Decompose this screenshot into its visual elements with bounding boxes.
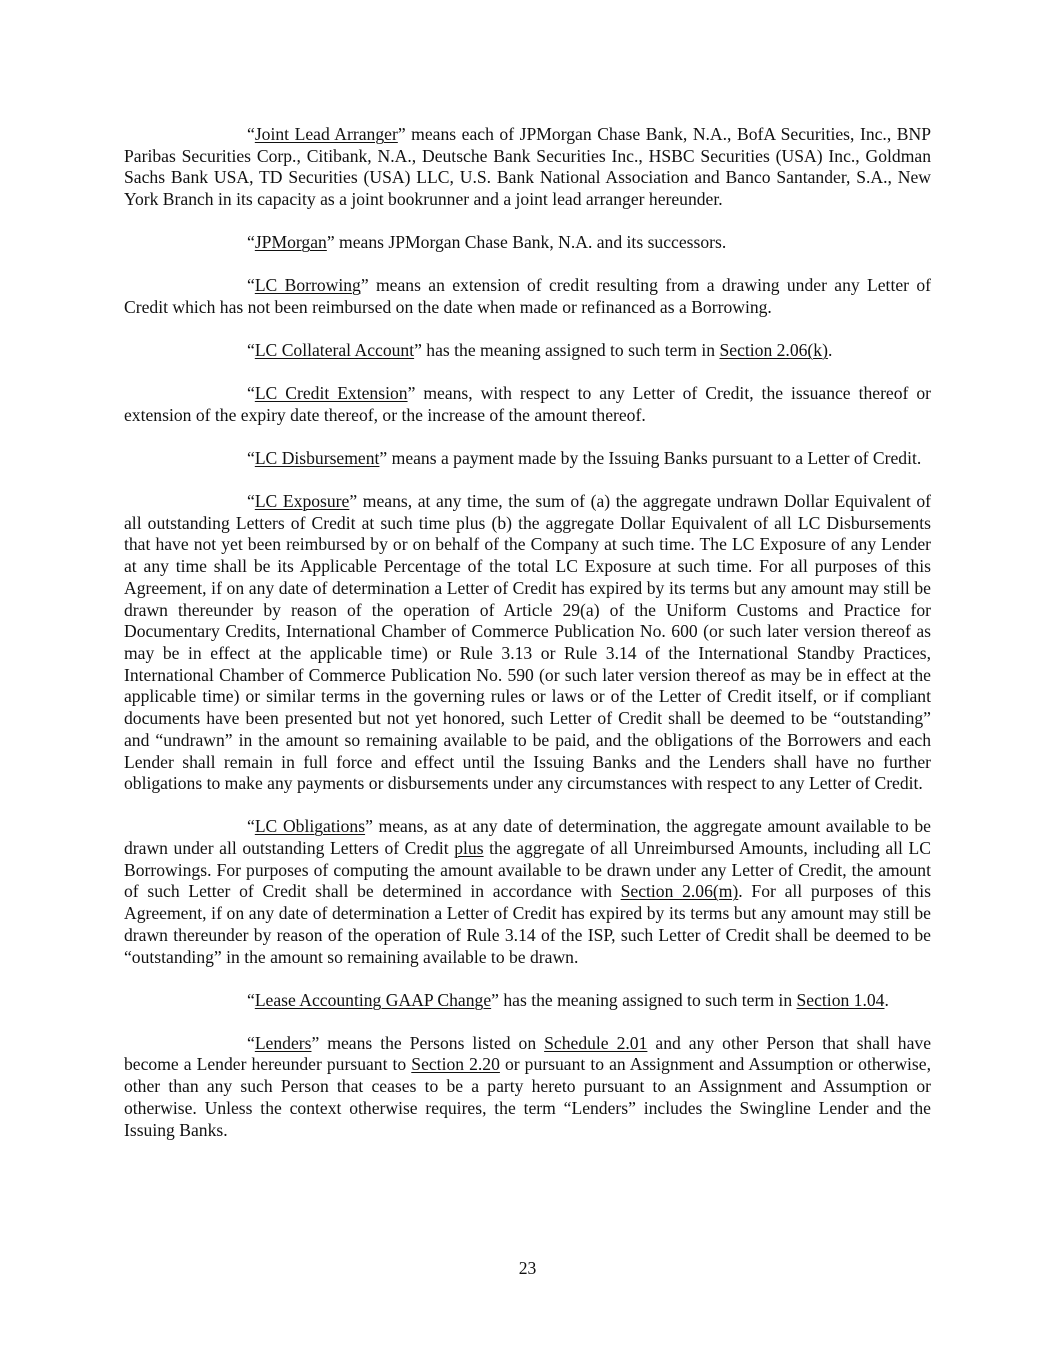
definition-lc-exposure: “LC Exposure” means, at any time, the sum of (a) the aggregate undrawn Dollar Equivalent of all outstanding Letters of Credit at such time plus (b) the aggregate Dollar Equivalent of all LC Disbursements that have not yet been reimbursed by or on behalf of the Company at such time. The LC Exposure of any Lender at any time shall be its Applicable Percentage of the total LC Exposure at such time. For all purposes of this Agreement, if on any date of determination a Letter of Credit has expired by its terms but any amount may still be drawn thereunder by reason of the operation of Article 29(a) of the Uniform Customs and Practice for Documentary Credits, International Chamber of Commerce Publication No. 600 (or such later version thereof as may be in effect at the applicable time) or Rule 3.13 or Rule 3.14 of the International Standby Practices, International Chamber of Commerce Publication No. 590 (or such later version thereof as may be in effect at the applicable time) or similar terms in the governing rules or laws or of the Letter of Credit itself, or if compliant documents have been presented but not yet honored, such Letter of Credit shall be deemed to be “outstanding” and “undrawn” in the amount so remaining available to be paid, and the obligations of the Borrowers and each Lender shall remain in full force and effect until the Issuing Banks and the Lenders shall have no further obligations to make any payments or disbursements under any circumstances with respect to any Letter of Credit. [124,491,931,794]
page-number: 23 [518,1258,537,1278]
schedule-reference: Schedule 2.01 [544,1032,648,1053]
section-reference: Section 1.04 [796,989,885,1010]
defined-term: LC Credit Extension [254,383,408,404]
section-reference: Section 2.06(k) [719,340,828,361]
defined-term: Lenders [254,1032,312,1053]
definition-lc-collateral-account: “LC Collateral Account” has the meaning assigned to such term in Section 2.06(k). [247,340,833,361]
defined-term: LC Borrowing [254,275,361,296]
document-body [124,124,931,1141]
definition-lc-credit-extension: “LC Credit Extension” means, with respect to any Letter of Credit, the issuance thereof or extension of the expiry date thereof, or the increase of the amount thereof. [124,383,932,425]
defined-term: LC Obligations [254,816,366,837]
definition-lease-accounting-gaap-change: “Lease Accounting GAAP Change” has the meaning assigned to such term in Section 1.04. [247,989,889,1010]
definition-joint-lead-arranger: “Joint Lead Arranger” means each of JPMorgan Chase Bank, N.A., BofA Securities, Inc., BNP Paribas Securities Corp., Citibank, N.A., Deutsche Bank Securities Inc., HSBC Securities (USA) Inc., Goldman Sachs Bank USA, TD Securities (USA) LLC, U.S. Bank National Association and Banco Santander, S.A., New York Branch in its capacity as a joint bookrunner and a joint lead arranger hereunder. [124,124,932,210]
defined-term: Lease Accounting GAAP Change [254,989,492,1010]
defined-term: LC Collateral Account [254,340,415,361]
emphasis-plus: plus [454,838,484,859]
definition-lc-disbursement: “LC Disbursement” means a payment made by the Issuing Banks pursuant to a Letter of Credit. [247,447,922,468]
defined-term: JPMorgan [254,232,327,253]
definition-lenders: “Lenders” means the Persons listed on Schedule 2.01 and any other Person that shall have become a Lender hereunder pursuant to Section 2.20 or pursuant to an Assignment and Assumption or otherwise, other than any such Person that ceases to be a party hereto pursuant to an Assignment and Assumption or otherwise. Unless the context otherwise requires, the term “Lenders” includes the Swingline Lender and the Issuing Banks. [124,1032,931,1140]
section-reference: Section 2.20 [411,1054,500,1075]
section-reference: Section 2.06(m) [620,881,739,902]
definition-lc-borrowing: “LC Borrowing” means an extension of credit resulting from a drawing under any Letter of Credit which has not been reimbursed on the date when made or refinanced as a Borrowing. [124,275,931,317]
defined-term: LC Exposure [254,491,350,512]
defined-term: LC Disbursement [254,447,380,468]
definition-jpmorgan: “JPMorgan” means JPMorgan Chase Bank, N.A. and its successors. [247,232,727,253]
definition-lc-obligations: “LC Obligations” means, as at any date of determination, the aggregate amount available to be drawn under all outstanding Letters of Credit plus the aggregate of all Unreimbursed Amounts, including all LC Borrowings. For purposes of computing the amount available to be drawn under any Letter of Credit, the amount of such Letter of Credit shall be determined in accordance with Section 2.06(m). For all purposes of this Agreement, if on any date of determination a Letter of Credit has expired by its terms but any amount may still be drawn thereunder by reason of the operation of Rule 3.14 of the ISP, such Letter of Credit shall be deemed to be “outstanding” in the amount so remaining available to be drawn. [124,816,931,967]
defined-term: Joint Lead Arranger [254,124,398,144]
